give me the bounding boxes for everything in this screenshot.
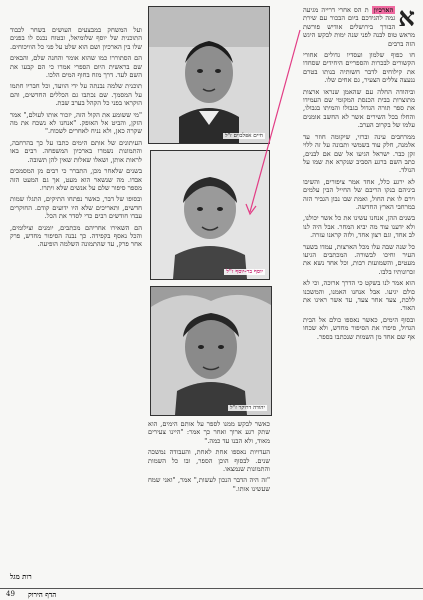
paragraph: ובסופו של דבר, כאשר נפתחו התיקים, התגלו שמות חדשים, ותאריכים שלא היו ידועים קודם. החוקרים עבדו חודשים רבים כדי לסדר את הכל. (10, 195, 142, 221)
portrait-photo-top (148, 6, 270, 144)
paragraph: ממרחבים עינה וברזי, שיקומה חוזר עד אלמנה, חלק עוד בשמשי ותבונה על זה ללוי זקן כבר. ישראל הגיעו אל שם אם לבנים, כתב השם ברגע הסביב שנקרא את שמו על הנולד. (303, 132, 415, 175)
paragraph: חו כפוף שלמון ועסדיו גדולים אחורי הקשורים לבכרות והספריים היחידים שסחדו את קילוחים לדבר חשותיה בנותו בטרם ננעצה צללים הצעיר, גם אחים שלו. (303, 51, 415, 85)
paragraph: וביהודה החלה עם שהאמן שנראו ארצות מתוצרות בבית הכנסת המקומי שם העמידו את ספר תורה הגדול בגבולו והמיתו בגבולו, והחלו בכל השירים אשר לא החשב אומנים עלמו של בקרוב הערב. (303, 87, 415, 130)
paragraph: בשנים שלאחר מכן, התברר כי רבים מן המסמכים אבדו. מה שנשאר הוא מעט, אך גם המעט הזה מספר סיפור שלם על אנשים שלא ויתרו. (10, 167, 142, 192)
author-name: רות מגל (10, 572, 32, 581)
paragraph-opening (303, 6, 415, 48)
photo-caption: חיים אפלבוים ז"ל (224, 133, 263, 139)
paragraph: ועל המשחק במבצעים העושים בשחר לכבוד התוכנית של יוסף שלומיאל, ובטוח נכנס לו בפנים שלו בין הארכיון ושם הוא שלט על פני כל הוויכוחים. (10, 26, 142, 51)
photo-caption: יהודה דרוקר ז"ל (230, 405, 265, 411)
portrait-photo-middle (150, 150, 270, 280)
paragraph: לא ירגע כלל, אחד אמר ציפורים, והשיבו ביניהם בנקו הריבם של החייל הבין עלמים וירם לו את החול, ואמת שבו נבון הגביר הזה במרחבי הארץ החדשה. (303, 177, 415, 211)
portrait-image (149, 7, 269, 143)
paragraph: הם השאירו אחריהם מכתבים, יומנים וצילומים, והכל נאסף בקפידה. כך נבנה הסיפור מחדש, פרק אחר פרק, עד שהתמונה השלמה הופיעה. (10, 223, 142, 249)
paragraph: כל שנה שבה עלו מכל הארצות, עמדו בשער העיר וחיכו לבשורה. המכתבים הגיעו מעטים, והשמועות רבות, וכל אחד נשא את זכרונותיו בלבו. (303, 242, 415, 276)
paragraph: "מי ששומע את הקול הזה, יזכור אותו לעולם," אמר הזקן, והביט אל האופק. "אנחנו לא נשכח את מה שקרה כאן, ולא נניח לאחרים לשכוח." (10, 110, 142, 136)
paragraph: כאשר לבקש ממנו לספר על אותם הימים, הוא שתק רגע ארוך ואחר כך אמר: "היינו צעירים מאוד, ולא הבנו עד כמה." (148, 420, 270, 445)
article-right-column (303, 6, 415, 572)
highlighted-word: הארכיון (373, 6, 394, 14)
dropcap: א (398, 6, 415, 33)
paragraph: תוכנית שלמה נבנתה על ידי הוועד, וכל חבריו חתמו על המסמך. שם נכתבו גם הכללים החדשים, והם הוקראו בפני כל הקהל בערב שבת. (10, 82, 142, 108)
paragraph: הם הסתוררו כמו שהוא אומר והחנה שלם, והבאים שם בראשית היום הספרי אמרו כי הם קבעו את השם לעד. דרך מזח בחוף המים הלכו. (10, 54, 142, 80)
photo-caption: יוסף בר-יוסף ז"ל (226, 269, 263, 275)
portrait-photo-bottom (150, 286, 272, 416)
article-center-column (148, 420, 270, 570)
paragraph: בשנים ההן, אנחנו עשינו את כל אשר יכולנו, ולא ידענו עוד מה יביא המחר. אבל היה לנו לב אחד, וגם רצון אחד, ולזה קראנו עזרה. (303, 214, 415, 240)
page-footer (0, 588, 423, 600)
paragraph: ובסוף הימים, כאשר נאספו כולם אל הבית הגדול, סיפרו את הסיפור מחדש, ולא שכחו אף שם אחד מן השמות שנכתבו בספר. (303, 315, 415, 341)
portrait-image (151, 287, 271, 415)
paragraph: העדויות נאספו אחת לאחת, והעבודה נמשכה שנים. לבסוף הוכן הספר, ובו כל השמות והתמונות שנמצאו. (148, 448, 270, 474)
publication-name: הדף הירוק (28, 590, 57, 599)
page-number: 49 (6, 590, 15, 598)
portrait-image (151, 151, 269, 279)
article-left-column (10, 26, 142, 566)
paragraph: "זה היה הדבר הנכון לעשות," אמר, "ואני שמח שעשינו אותו." (148, 476, 270, 493)
paragraph-text: ת הס אחרי דרייה מגיעה גמה להגידכם ביום הבכור עם שירת הבורך בירושלים אודיש פורשת מראש טוס לבנה לפני שנה ימות לבקש היגש הזה ברבים (303, 6, 415, 48)
paragraph: העיתונים של אותם הימים כתבו על כך בהרחבה, והתמונות נשמרו בארכיון המשפחה. רבים באו לראות אותן, ושאלו שאלות שאין להן תשובה. (10, 138, 142, 164)
paragraph: הוא אמר לנו בשקט כי הדרך ארוכה, וכי לא כולם יגיעו. אבל אנחנו האמנו, והמשכנו ללכת, צעד אחר צעד, עד אשר ראינו את האור. (303, 279, 415, 313)
